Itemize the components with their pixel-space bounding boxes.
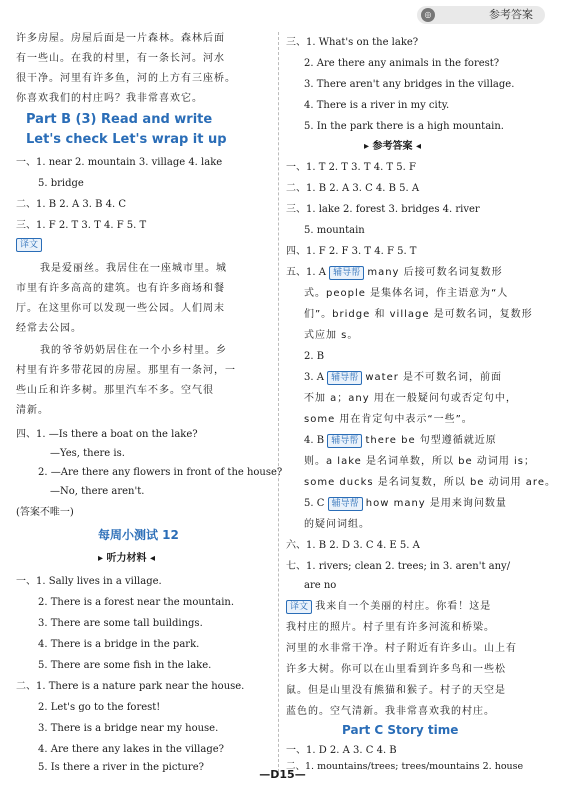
- text-line: 式。people 是集体名词，作主语意为“人: [304, 288, 509, 299]
- helper-tag: 辅导帮: [327, 371, 362, 385]
- logo-icon: ◎: [421, 8, 435, 22]
- column-divider: [278, 32, 279, 772]
- answer-line: (答案不唯一): [16, 507, 74, 518]
- answer-line: 一、1. D 2. A 3. C 4. B: [286, 745, 397, 756]
- answer-line: 七、1. rivers; clean 2. trees; in 3. aren't any/: [286, 561, 511, 572]
- answer-line: 四、1. —Is there a boat on the lake?: [16, 429, 198, 440]
- text-line: 村里有许多带花园的房屋。那里有一条河，一: [16, 365, 236, 376]
- answer-line: —No, there aren't.: [50, 486, 145, 497]
- answer-line: 五、1. A 辅导帮 many 后接可数名词复数形: [286, 267, 503, 278]
- answer-line: 三、1. What's on the lake?: [286, 37, 419, 48]
- answer-line: 2. Let's go to the forest!: [38, 702, 161, 713]
- answer-line: 2. B: [304, 351, 325, 362]
- answer-line: 六、1. B 2. D 3. C 4. E 5. A: [286, 540, 420, 551]
- text-line: 们”。bridge 和 village 是可数名词，复数形: [304, 309, 533, 320]
- answer-line: 三、1. lake 2. forest 3. bridges 4. river: [286, 204, 480, 215]
- answer-line: 一、1. near 2. mountain 3. village 4. lake: [16, 157, 223, 168]
- answer-line: 二、1. B 2. A 3. C 4. B 5. A: [286, 183, 420, 194]
- answer-line: 三、1. F 2. T 3. T 4. F 5. T: [16, 220, 147, 231]
- answer-line: 4. Are there any lakes in the village?: [38, 744, 225, 755]
- text-line: 清新。: [16, 405, 49, 416]
- section-heading: Let's check Let's wrap it up: [26, 132, 227, 147]
- answer-line: 2. There is a forest near the mountain.: [38, 597, 235, 608]
- answer-line: 5. bridge: [38, 178, 84, 189]
- text-line: 有一些山。在我的村里，有一条长河。河水: [16, 53, 225, 64]
- answer-line: 4. B 辅导帮 there be 句型遵循就近原: [304, 435, 497, 446]
- text-line: 鼠。但是山里没有熊猫和猴子。村子的天空是: [286, 685, 506, 696]
- text-line: 经常去公园。: [16, 323, 82, 334]
- answer-line: 3. There is a bridge near my house.: [38, 723, 219, 734]
- translation-tag: 译文: [286, 600, 312, 614]
- text-line: 厅。在这里你可以发现一些公园。人们周末: [16, 303, 225, 314]
- answer-line: 5. In the park there is a high mountain.: [304, 121, 504, 132]
- text-line: 式应加 s。: [304, 330, 359, 341]
- answer-line: 3. A 辅导帮 water 是不可数名词，前面: [304, 372, 503, 383]
- text-line: 许多房屋。房屋后面是一片森林。森林后面: [16, 33, 225, 44]
- answer-line: 5. Is there a river in the picture?: [38, 762, 204, 773]
- answer-line: 2. Are there any animals in the forest?: [304, 58, 500, 69]
- text-line: 许多大树。你可以在山里看到许多鸟和一些松: [286, 664, 506, 675]
- translation-tag: 译文: [16, 238, 42, 252]
- text-line: 的疑问词组。: [304, 519, 370, 530]
- answer-line: 二、1. mountains/trees; trees/mountains 2. house: [286, 761, 524, 772]
- answer-key-badge: [417, 6, 545, 24]
- section-label: ▸ 参考答案 ◂: [364, 141, 422, 152]
- answer-line: 5. C 辅导帮 how many 是用来询问数量: [304, 498, 507, 509]
- section-label: ▸ 听力材料 ◂: [98, 553, 156, 564]
- helper-tag: 辅导帮: [328, 497, 363, 511]
- text-line: 我是爱丽丝。我居住在一座城市里。城: [40, 263, 227, 274]
- text-line: 很干净。河里有许多鱼，河的上方有三座桥。: [16, 73, 236, 84]
- page-number: —D15—: [259, 768, 306, 781]
- answer-line: 4. There is a bridge in the park.: [38, 639, 200, 650]
- answer-line: 二、1. There is a nature park near the house.: [16, 681, 245, 692]
- text-line: 市里有许多高高的建筑。也有许多商场和餐: [16, 283, 225, 294]
- answer-line: 一、1. T 2. T 3. T 4. T 5. F: [286, 162, 416, 173]
- helper-tag: 辅导帮: [327, 434, 362, 448]
- text-line: 蓝色的。空气清新。我非常喜欢我的村庄。: [286, 706, 495, 717]
- answer-line: 二、1. B 2. A 3. B 4. C: [16, 199, 126, 210]
- text-line: 你喜欢我们的村庄吗？我非常喜欢它。: [16, 93, 203, 104]
- answer-line: 四、1. F 2. F 3. T 4. F 5. T: [286, 246, 417, 257]
- text-line: 些山丘和许多树。那里汽车不多。空气很: [16, 385, 214, 396]
- text-line: 我的爷爷奶奶居住在一个小乡村里。乡: [40, 345, 227, 356]
- quiz-title: 每周小测试 12: [98, 528, 179, 542]
- text-line: 则。a lake 是名词单数，所以 be 动词用 is；: [304, 456, 536, 467]
- section-heading: Part B (3) Read and write: [26, 112, 213, 127]
- text-line: 河里的水非常干净。村子附近有许多山。山上有: [286, 643, 517, 654]
- answer-line: 一、1. Sally lives in a village.: [16, 576, 162, 587]
- answer-line: 4. There is a river in my city.: [304, 100, 450, 111]
- translation-line: 译文 我来自一个美丽的村庄。你看！这是: [286, 600, 491, 614]
- answer-line: 2. —Are there any flowers in front of the house?: [38, 467, 283, 478]
- section-heading: Part C Story time: [342, 723, 459, 737]
- answer-line: 5. mountain: [304, 225, 365, 236]
- answer-line: are no: [304, 580, 337, 591]
- answer-line: —Yes, there is.: [50, 448, 125, 459]
- text-line: some 用在肯定句中表示“一些”。: [304, 414, 473, 425]
- answer-line: 5. There are some fish in the lake.: [38, 660, 212, 671]
- text-line: some ducks 是名词复数，所以 be 动词用 are。: [304, 477, 556, 488]
- answer-line: 3. There are some tall buildings.: [38, 618, 203, 629]
- text-line: 我村庄的照片。村子里有许多河流和桥梁。: [286, 622, 495, 633]
- helper-tag: 辅导帮: [329, 266, 364, 280]
- badge-label: 参考答案: [489, 8, 533, 21]
- answer-line: 3. There aren't any bridges in the village.: [304, 79, 515, 90]
- text-line: 不加 a；any 用在一般疑问句或否定句中，: [304, 393, 517, 404]
